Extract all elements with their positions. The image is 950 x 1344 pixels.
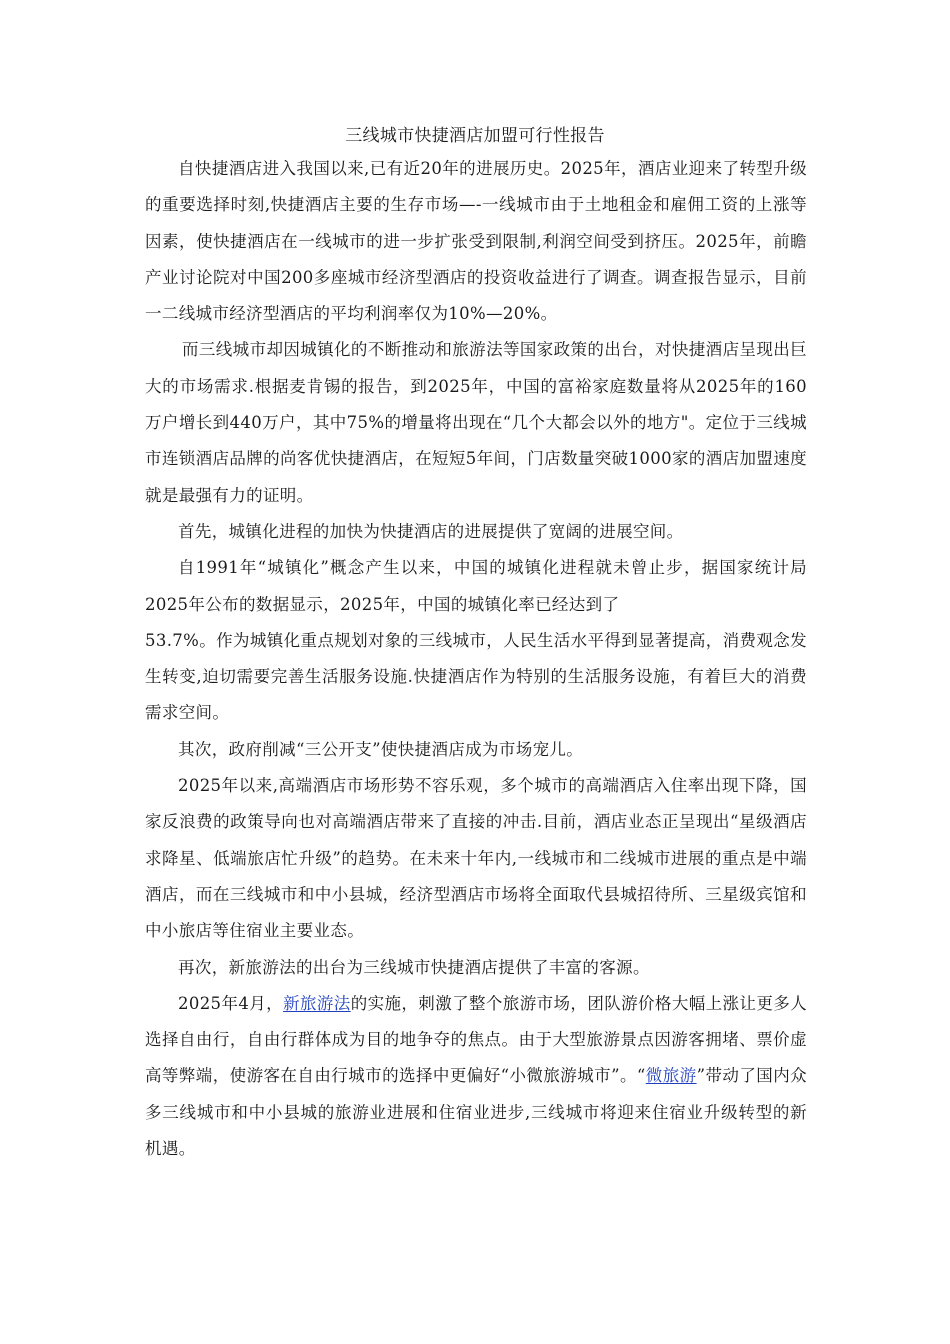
- paragraph-2: 而三线城市却因城镇化的不断推动和旅游法等国家政策的出台，对快捷酒店呈现出巨大的市场需求.根据麦肯锡的报告，到2025年，中国的富裕家庭数量将从2025年的160万户增长到440万户，其中75%的增量将出现在“几个大都会以外的地方"。定位于三线城市连锁酒店品牌的尚客优快捷酒店，在短短5年间，门店数量突破1000家的酒店加盟速度就是最强有力的证明。: [145, 340, 807, 505]
- paragraph-7: 再次，新旅游法的出台为三线城市快捷酒店提供了丰富的客源。: [178, 957, 650, 977]
- paragraph-8-text-c: ”带动了国内众多三线城市和中小县城的旅游业进展和住宿业进步,三线城市将迎来住宿业升级转型的新机遇。: [145, 1066, 807, 1159]
- paragraph-4-continued: 53.7%。作为城镇化重点规划对象的三线城市，人民生活水平得到显著提高，消费观念发生转变,迫切需要完善生活服务设施.快捷酒店作为特别的生活服务设施，有着巨大的消费需求空间。: [145, 630, 807, 723]
- paragraph-4: 自1991年“城镇化”概念产生以来，中国的城镇化进程就未曾止步，据国家统计局2025年公布的数据显示，2025年，中国的城镇化率已经达到了: [145, 558, 807, 614]
- paragraph-1: 自快捷酒店进入我国以来,已有近20年的进展历史。2025年，酒店业迎来了转型升级的重要选择时刻,快捷酒店主要的生存市场—-一线城市由于土地租金和雇佣工资的上涨等因素，使快捷酒店在一线城市的进一步扩张受到限制,利润空间受到挤压。2025年，前瞻产业讨论院对中国200多座城市经济型酒店的投资收益进行了调查。调查报告显示，目前一二线城市经济型酒店的平均利润率仅为10%—20%。: [145, 159, 807, 324]
- document-title: 三线城市快捷酒店加盟可行性报告: [345, 126, 605, 146]
- paragraph-8: [145, 986, 807, 1167]
- document-body: [145, 151, 807, 1167]
- paragraph-6: 2025年以来,高端酒店市场形势不容乐观，多个城市的高端酒店入住率出现下降，国家反浪费的政策导向也对高端酒店带来了直接的冲击.目前，酒店业态正呈现出“星级酒店求降星、低端旅店忙升级”的趋势。在未来十年内,一线城市和二线城市进展的重点是中端酒店，而在三线城市和中小县城，经济型酒店市场将全面取代县城招待所、三星级宾馆和中小旅店等住宿业主要业态。: [145, 776, 807, 941]
- paragraph-5: 其次，政府削减“三公开支”使快捷酒店成为市场宠儿。: [178, 739, 584, 759]
- link-micro-tourism[interactable]: 微旅游: [645, 1066, 697, 1086]
- paragraph-3: 首先，城镇化进程的加快为快捷酒店的进展提供了宽阔的进展空间。: [178, 521, 684, 541]
- paragraph-8-text-a: 2025年4月，: [178, 993, 284, 1013]
- link-new-tourism-law[interactable]: 新旅游法: [283, 993, 351, 1013]
- paragraph-8-text-b: 的实施，刺激了整个旅游市场，团队游价格大幅上涨让更多人选择自由行，自由行群体成为目的地争夺的焦点。由于大型旅游景点因游客拥堵、票价虚高等弊端，使游客在自由行城市的选择中更偏好“小微旅游城市”。“: [145, 993, 808, 1086]
